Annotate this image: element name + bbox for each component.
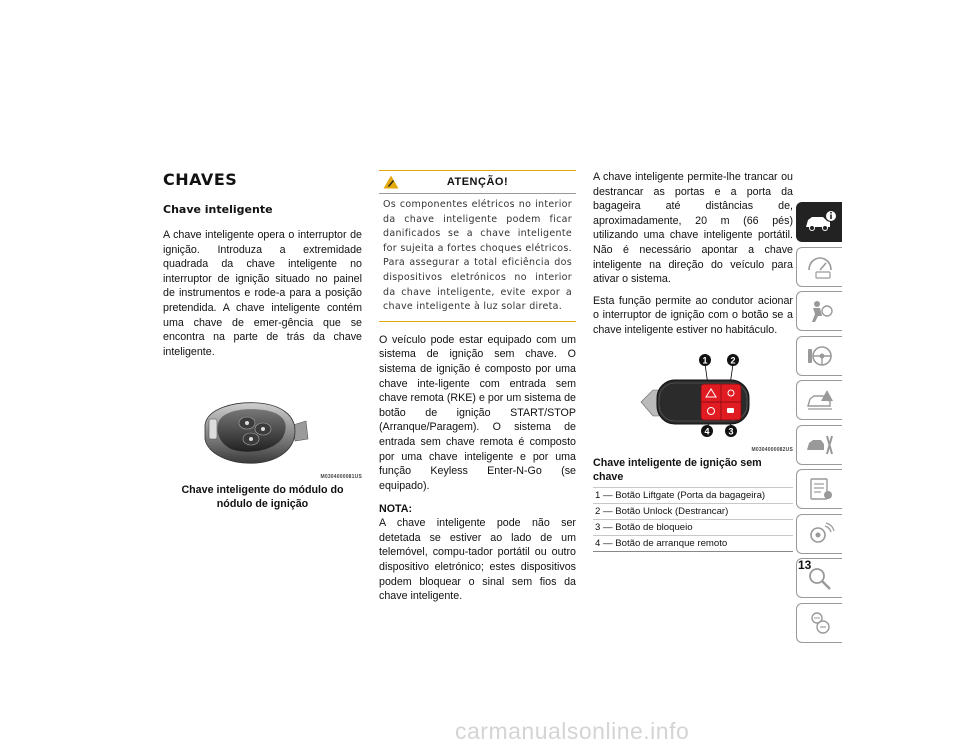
subsection-title: Chave inteligente xyxy=(163,203,273,216)
maintenance-schedule-icon xyxy=(805,476,835,502)
figure-caption: Chave inteligente do módulo do nódulo de ignição xyxy=(181,484,344,511)
column-middle xyxy=(379,170,576,611)
note-text: A chave inteligente pode não ser detetada se estiver ao lado de um telemóvel, compu-tador portátil ou outro dispositivo eletrónico; estes dispositivos podem bloquear o sinal sem fios da chave inteligente. xyxy=(379,517,576,603)
keyless-fob-illustration xyxy=(593,348,793,448)
tab-car-info[interactable] xyxy=(796,202,842,242)
callout-4: 4 xyxy=(704,426,710,437)
figure-caption-2: Chave inteligente de ignição sem chave xyxy=(593,456,762,483)
figure-keyless-fob xyxy=(593,348,793,552)
chapter-tabs xyxy=(796,202,842,647)
warning-title: ATENÇÃO! xyxy=(446,176,509,188)
figure-code-2: M0304000082US xyxy=(751,446,793,453)
airbag-safety-icon xyxy=(805,298,835,324)
keyless-paragraph: O veículo pode estar equipado com um sistema de ignição sem chave. O sistema de ignição é composto por uma chave inte-ligente com entrada sem chave remota (RKE) e por um sistema de botão de ignição START/STOP (Arranque/Paragem). O sistema de entrada sem chave remota é composto por uma chave inteligente e por uma função Keyless Enter-N-Go (se equipado). xyxy=(379,333,576,492)
figure-legend xyxy=(593,487,793,552)
multimedia-icon xyxy=(805,521,835,547)
tab-schedule[interactable] xyxy=(796,469,842,509)
tab-maintenance[interactable] xyxy=(796,425,842,465)
legend-item: 3 — Botão de bloqueio xyxy=(593,519,793,535)
key-fob-illustration xyxy=(163,395,362,469)
note-title: NOTA: xyxy=(379,503,413,516)
section-title: CHAVES xyxy=(163,170,238,189)
legend-item: 1 — Botão Liftgate (Porta da bagageira) xyxy=(593,487,793,503)
legend-item: 4 — Botão de arranque remoto xyxy=(593,535,793,551)
tab-dashboard-lights[interactable] xyxy=(796,247,842,287)
warning-triangle-icon xyxy=(383,175,399,189)
callout-1: 1 xyxy=(702,355,708,366)
watermark: carmanualsonline.info xyxy=(455,718,690,744)
dashboard-lights-icon xyxy=(805,254,835,280)
steering-wheel-icon xyxy=(805,343,835,369)
tab-emergency[interactable] xyxy=(796,380,842,420)
column-right xyxy=(593,170,793,552)
car-warning-icon xyxy=(805,387,835,413)
car-tools-icon xyxy=(805,432,835,458)
callout-3: 3 xyxy=(728,426,734,437)
figure-key-fob xyxy=(163,395,362,511)
warning-box xyxy=(379,170,576,322)
tab-driving[interactable] xyxy=(796,336,842,376)
legend-item: 2 — Botão Unlock (Destrancar) xyxy=(593,503,793,519)
warning-header xyxy=(379,171,576,194)
warning-text: Os componentes elétricos no interior da chave inteligente podem ficar danificados se a chave inteligente for sujeita a fortes choques elétricos. Para assegurar a total eficiência dos dispositivos eletrónicos no interior da chave inteligente, evite expor a chave inteligente à luz solar direta. xyxy=(383,199,572,313)
callout-2: 2 xyxy=(730,355,736,366)
cabin-paragraph: Esta função permite ao condutor acionar o interruptor de ignição com o botão se a chave inteligente estiver no habitáculo. xyxy=(593,294,793,336)
column-left xyxy=(163,170,362,511)
tab-multimedia[interactable] xyxy=(796,514,842,554)
tab-languages[interactable] xyxy=(796,603,842,643)
tab-safety[interactable] xyxy=(796,291,842,331)
page-number: 13 xyxy=(798,558,812,572)
figure-code: M0304000081US xyxy=(320,474,362,481)
car-info-icon xyxy=(803,209,837,235)
range-paragraph: A chave inteligente permite-lhe trancar ou destrancar as portas e a porta da bagageira até distâncias de, aproximadamente, 20 m (66 pés) utilizando uma chave inteligente portátil. Não é necessário apontar a chave inteligente na direção do veículo para ativar o sistema. xyxy=(593,171,793,286)
intro-paragraph: A chave inteligente opera o interruptor de ignição. Introduza a extremidade quadrada da chave inteligente no interruptor de ignição situado no painel de instrumentos e rode-a para a posição pretendida. A chave inteligente contém uma chave de emer-gência que se encontra na parte de trás da chave inteligente. xyxy=(163,229,362,358)
language-icon xyxy=(805,610,835,636)
